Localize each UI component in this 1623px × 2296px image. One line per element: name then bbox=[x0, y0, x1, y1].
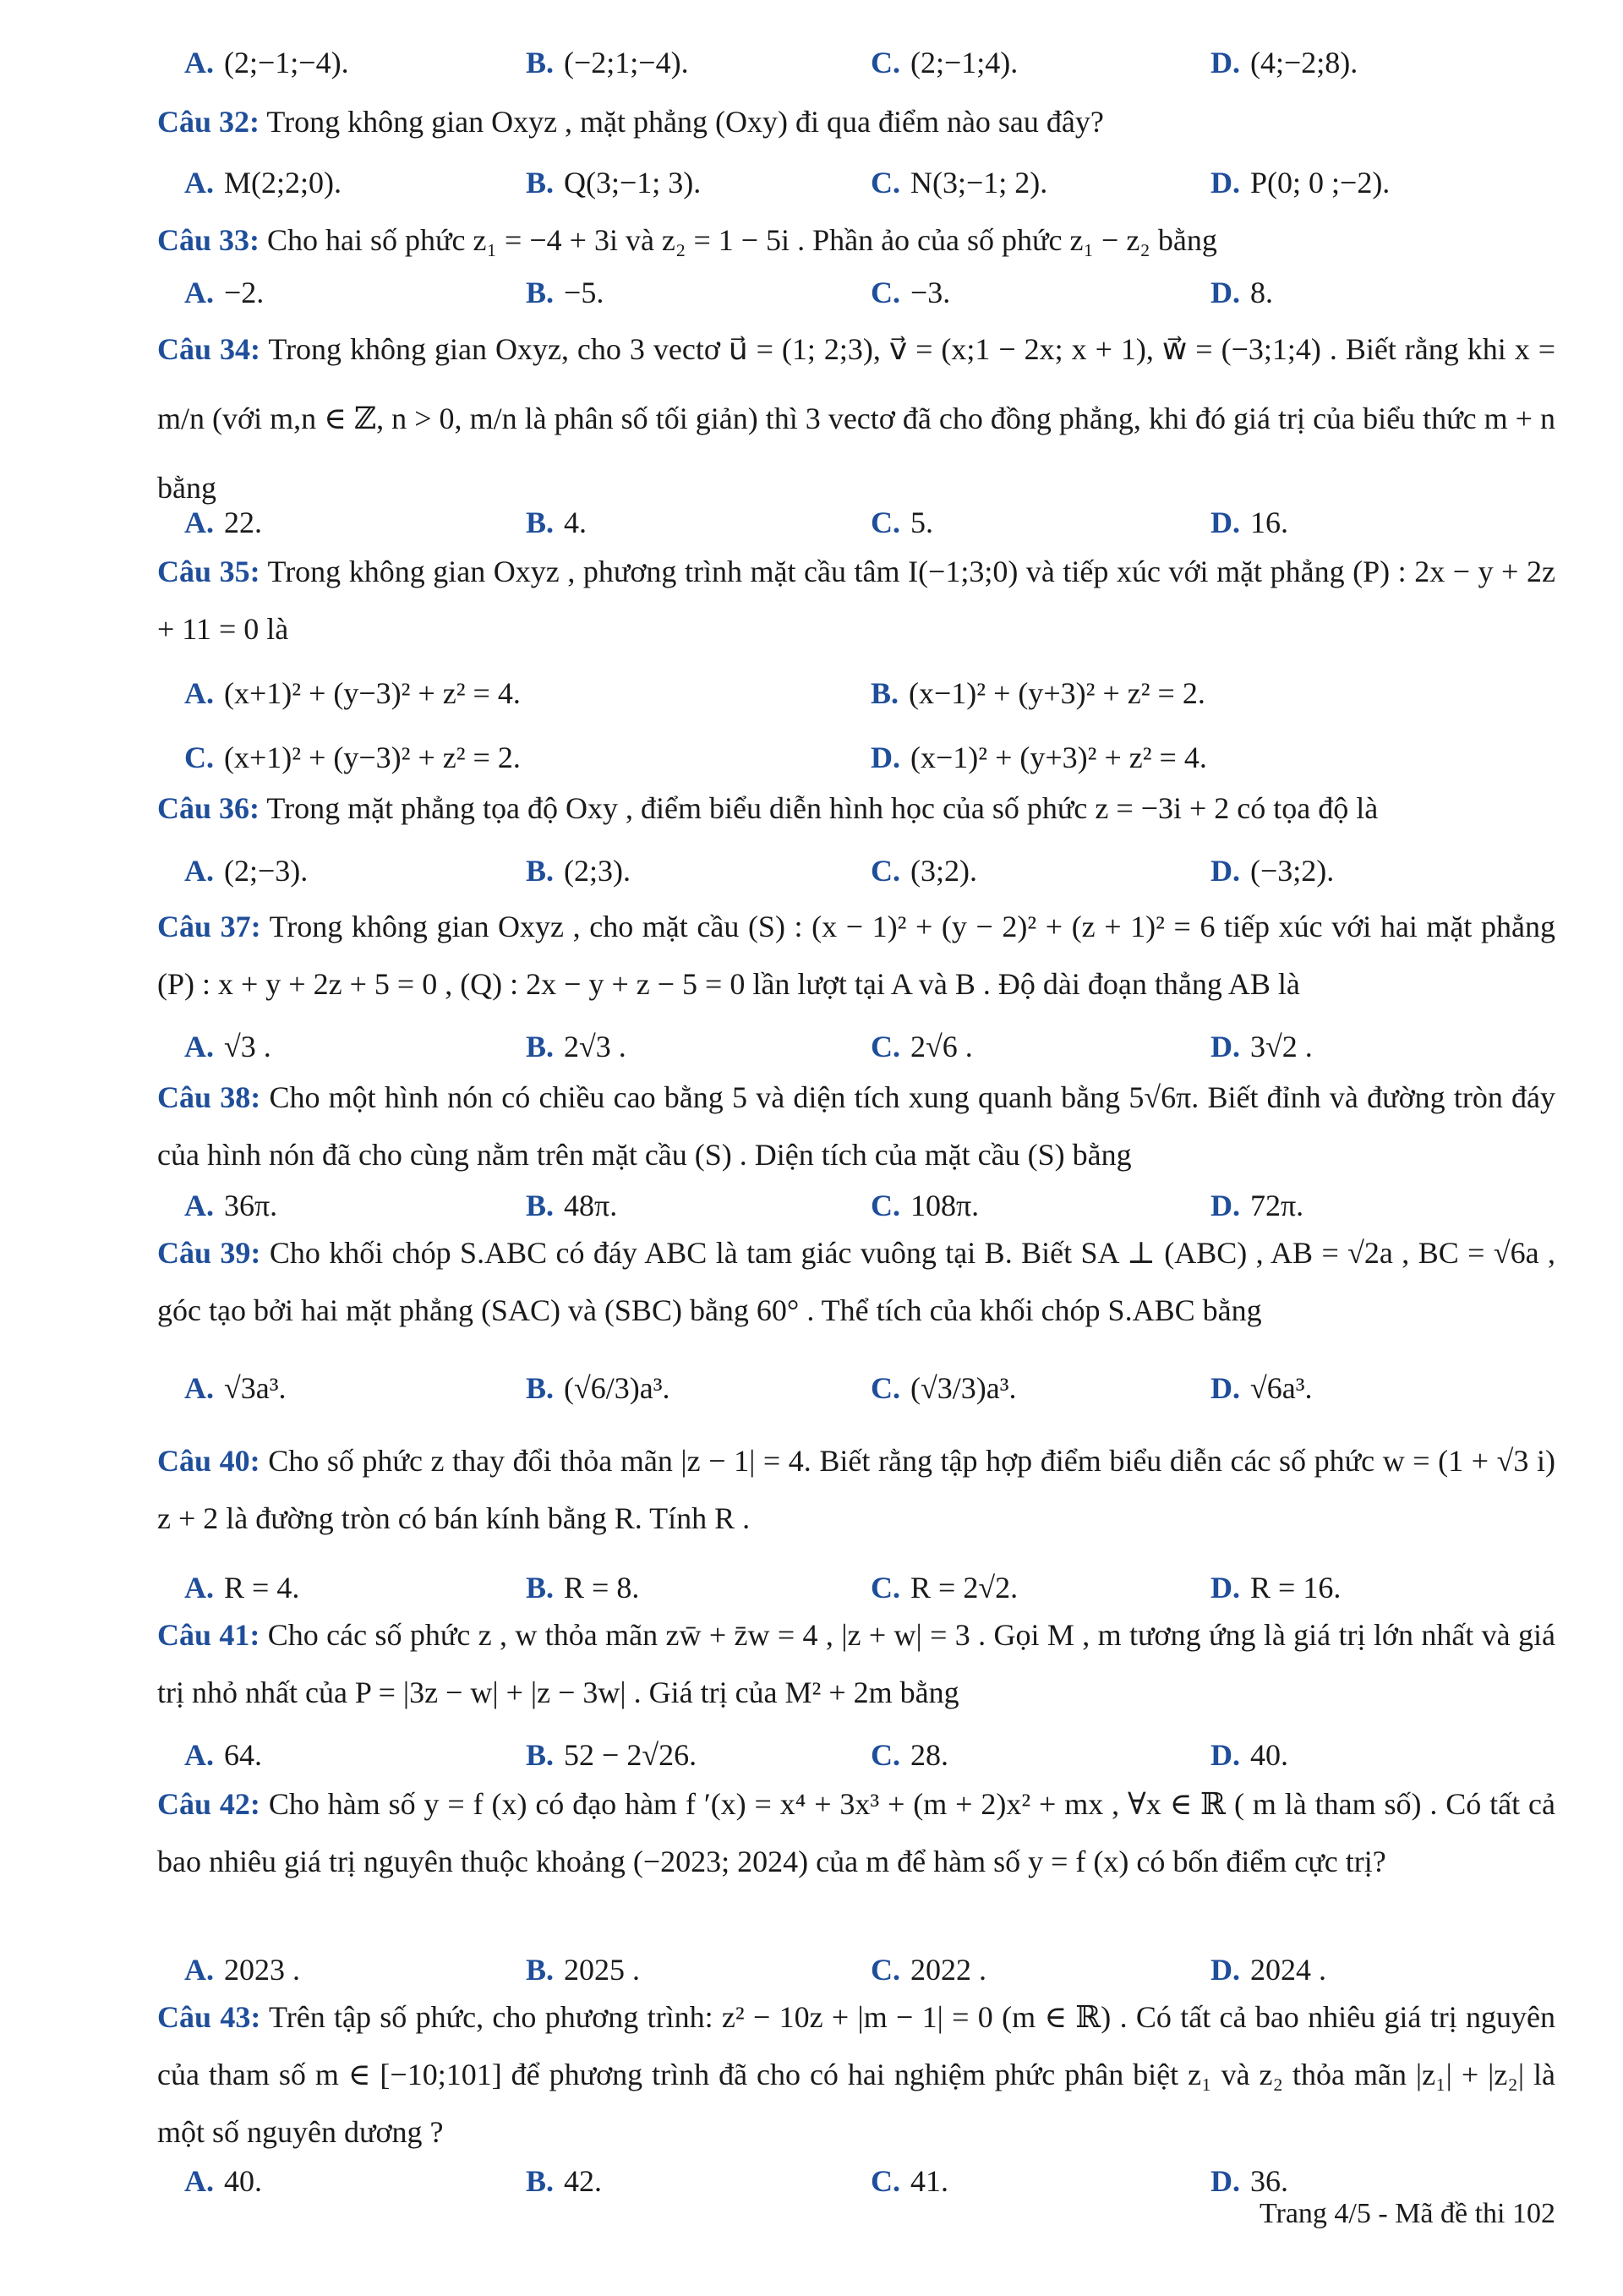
option-c: C. 28. bbox=[871, 1738, 948, 1772]
question-number: Câu 40: bbox=[157, 1444, 260, 1478]
question-32 bbox=[157, 93, 1555, 150]
option-d: D. (x−1)² + (y+3)² + z² = 4. bbox=[871, 741, 1207, 774]
option-a: A. 2023 . bbox=[184, 1953, 300, 1987]
question-text: Cho hai số phức z₁ = −4 + 3i và z₂ = 1 − 5i . Phần ảo của số phức z₁ − z₂ bằng bbox=[267, 223, 1217, 257]
option-b: B. (2;3). bbox=[526, 854, 631, 888]
answer-row bbox=[0, 267, 1623, 318]
question-text: Trong không gian Oxyz, cho 3 vectơ u⃗ = (1; 2;3), v⃗ = (x;1 − 2x; x + 1), w⃗ = (−3;1;4) . Biết rằng khi x = m/n (với m,n ∈ ℤ, n > 0, m/n là phân số tối giản) thì 3 vectơ đã cho đồng phẳng, khi đó giá trị của biểu thức m + n bằng bbox=[157, 332, 1556, 505]
option-d: D. 3√2 . bbox=[1210, 1030, 1313, 1063]
question-39 bbox=[157, 1224, 1555, 1339]
option-c: C. 2022 . bbox=[871, 1953, 986, 1987]
question-number: Câu 38: bbox=[157, 1080, 261, 1114]
option-d: D. 72π. bbox=[1210, 1189, 1304, 1222]
option-b: B. 4. bbox=[526, 506, 587, 539]
question-text: Trong mặt phẳng tọa độ Oxy , điểm biểu diễn hình học của số phức z = −3i + 2 có tọa độ là bbox=[266, 791, 1379, 825]
option-c: C. 108π. bbox=[871, 1189, 980, 1222]
answer-row bbox=[0, 37, 1623, 88]
option-b: B. (x−1)² + (y+3)² + z² = 2. bbox=[871, 676, 1205, 710]
option-b: B. 52 − 2√26. bbox=[526, 1738, 697, 1772]
option-a: A. 64. bbox=[184, 1738, 262, 1772]
question-number: Câu 32: bbox=[157, 105, 260, 139]
answer-row bbox=[0, 1363, 1623, 1413]
question-number: Câu 33: bbox=[157, 223, 260, 257]
option-c: C. R = 2√2. bbox=[871, 1571, 1019, 1604]
question-38 bbox=[157, 1069, 1555, 1184]
option-d: D. (−3;2). bbox=[1210, 854, 1335, 888]
question-40 bbox=[157, 1432, 1555, 1547]
option-d: D. √6a³. bbox=[1210, 1371, 1313, 1405]
option-a: A. (x+1)² + (y−3)² + z² = 4. bbox=[184, 676, 521, 710]
option-d: D. 2024 . bbox=[1210, 1953, 1326, 1987]
question-text: Cho số phức z thay đổi thỏa mãn |z − 1| = 4. Biết rằng tập hợp điểm biểu diễn các số phức w = (1 + √3 i) z + 2 là đường tròn có bán kính bằng R. Tính R . bbox=[157, 1444, 1556, 1535]
answer-row bbox=[0, 1730, 1623, 1780]
question-text: Cho một hình nón có chiều cao bằng 5 và diện tích xung quanh bằng 5√6π. Biết đỉnh và đường tròn đáy của hình nón đã cho cùng nằm trên mặt cầu (S) . Diện tích của mặt cầu (S) bằng bbox=[157, 1080, 1556, 1172]
option-c: C. 41. bbox=[871, 2164, 948, 2198]
option-d: D. 36. bbox=[1210, 2164, 1288, 2198]
question-number: Câu 36: bbox=[157, 791, 260, 825]
page-footer: Trang 4/5 - Mã đề thi 102 bbox=[1259, 2198, 1555, 2229]
option-a: A. 40. bbox=[184, 2164, 262, 2198]
question-number: Câu 34: bbox=[157, 332, 260, 366]
question-text: Trong không gian Oxyz , mặt phẳng (Oxy) đi qua điểm nào sau đây? bbox=[266, 105, 1104, 139]
option-c: C. −3. bbox=[871, 276, 951, 309]
answer-row bbox=[0, 1944, 1623, 1995]
option-b: B. 48π. bbox=[526, 1189, 618, 1222]
option-a: A. R = 4. bbox=[184, 1571, 300, 1604]
question-text: Trong không gian Oxyz , phương trình mặt cầu tâm I(−1;3;0) và tiếp xúc với mặt phẳng (P) : 2x − y + 2z + 11 = 0 là bbox=[157, 555, 1555, 646]
question-text: Trên tập số phức, cho phương trình: z² − 10z + |m − 1| = 0 (m ∈ ℝ) . Có tất cả bao nhiêu giá trị nguyên của tham số m ∈ [−10;101] để phương trình đã cho có hai nghiệm phức phân biệt z₁ và z₂ thỏa mãn |z₁| + |z₂| là một số nguyên dương ? bbox=[157, 2000, 1555, 2149]
option-d: D. (4;−2;8). bbox=[1210, 46, 1358, 79]
question-number: Câu 42: bbox=[157, 1787, 260, 1821]
question-43 bbox=[157, 1988, 1555, 2161]
option-a: A. (2;−1;−4). bbox=[184, 46, 349, 79]
option-b: B. 2√3 . bbox=[526, 1030, 626, 1063]
option-c: C. N(3;−1; 2). bbox=[871, 166, 1048, 200]
question-text: Cho các số phức z , w thỏa mãn zw̄ + z̄w = 4 , |z + w| = 3 . Gọi M , m tương ứng là giá trị lớn nhất và giá trị nhỏ nhất của P = |3z − w| + |z − 3w| . Giá trị của M² + 2m bằng bbox=[157, 1618, 1555, 1709]
question-33 bbox=[157, 211, 1555, 269]
option-b: B. R = 8. bbox=[526, 1571, 640, 1604]
question-41 bbox=[157, 1606, 1555, 1721]
answer-row bbox=[0, 497, 1623, 548]
question-37 bbox=[157, 898, 1555, 1013]
question-35 bbox=[157, 543, 1555, 658]
answer-row bbox=[0, 732, 1623, 783]
option-b: B. (√6/3)a³. bbox=[526, 1371, 670, 1405]
answer-row bbox=[0, 157, 1623, 208]
option-b: B. −5. bbox=[526, 276, 604, 309]
option-b: B. 2025 . bbox=[526, 1953, 641, 1987]
question-number: Câu 41: bbox=[157, 1618, 260, 1652]
question-36 bbox=[157, 779, 1555, 837]
question-34 bbox=[157, 314, 1555, 522]
question-text: Trong không gian Oxyz , cho mặt cầu (S) : (x − 1)² + (y − 2)² + (z + 1)² = 6 tiếp xúc với hai mặt phẳng (P) : x + y + 2z + 5 = 0 , (Q) : 2x − y + z − 5 = 0 lần lượt tại A và B . Độ dài đoạn thẳng AB là bbox=[157, 910, 1555, 1001]
option-a: A. M(2;2;0). bbox=[184, 166, 342, 200]
option-d: D. P(0; 0 ;−2). bbox=[1210, 166, 1391, 200]
option-a: A. (2;−3). bbox=[184, 854, 309, 888]
option-c: C. (3;2). bbox=[871, 854, 977, 888]
question-number: Câu 43: bbox=[157, 2000, 261, 2034]
answer-row bbox=[0, 1021, 1623, 1072]
option-d: D. 40. bbox=[1210, 1738, 1288, 1772]
option-c: C. 5. bbox=[871, 506, 933, 539]
option-b: B. 42. bbox=[526, 2164, 603, 2198]
option-d: D. 8. bbox=[1210, 276, 1273, 309]
option-a: A. √3 . bbox=[184, 1030, 271, 1063]
question-number: Câu 35: bbox=[157, 555, 260, 588]
question-42 bbox=[157, 1775, 1555, 1890]
answer-row bbox=[0, 845, 1623, 896]
option-b: B. (−2;1;−4). bbox=[526, 46, 689, 79]
option-c: C. 2√6 . bbox=[871, 1030, 973, 1063]
question-text: Cho hàm số y = f (x) có đạo hàm f ′(x) = x⁴ + 3x³ + (m + 2)x² + mx , ∀x ∈ ℝ ( m là tham số) . Có tất cả bao nhiêu giá trị nguyên thuộc khoảng (−2023; 2024) của m để hàm số y = f (x) có bốn điểm cực trị? bbox=[157, 1787, 1556, 1878]
option-a: A. 36π. bbox=[184, 1189, 278, 1222]
answer-row bbox=[0, 668, 1623, 719]
option-a: A. −2. bbox=[184, 276, 265, 309]
option-a: A. √3a³. bbox=[184, 1371, 287, 1405]
option-c: C. (2;−1;4). bbox=[871, 46, 1019, 79]
question-number: Câu 39: bbox=[157, 1236, 261, 1270]
option-d: D. 16. bbox=[1210, 506, 1288, 539]
option-b: B. Q(3;−1; 3). bbox=[526, 166, 702, 200]
option-d: D. R = 16. bbox=[1210, 1571, 1342, 1604]
option-a: A. 22. bbox=[184, 506, 262, 539]
answer-row bbox=[0, 1562, 1623, 1613]
answer-row bbox=[0, 1180, 1623, 1231]
question-text: Cho khối chóp S.ABC có đáy ABC là tam giác vuông tại B. Biết SA ⊥ (ABC) , AB = √2a , BC = √6a , góc tạo bởi hai mặt phẳng (SAC) và (SBC) bằng 60° . Thể tích của khối chóp S.ABC bằng bbox=[157, 1236, 1556, 1327]
option-c: C. (√3/3)a³. bbox=[871, 1371, 1017, 1405]
option-c: C. (x+1)² + (y−3)² + z² = 2. bbox=[184, 741, 521, 774]
question-number: Câu 37: bbox=[157, 910, 261, 943]
